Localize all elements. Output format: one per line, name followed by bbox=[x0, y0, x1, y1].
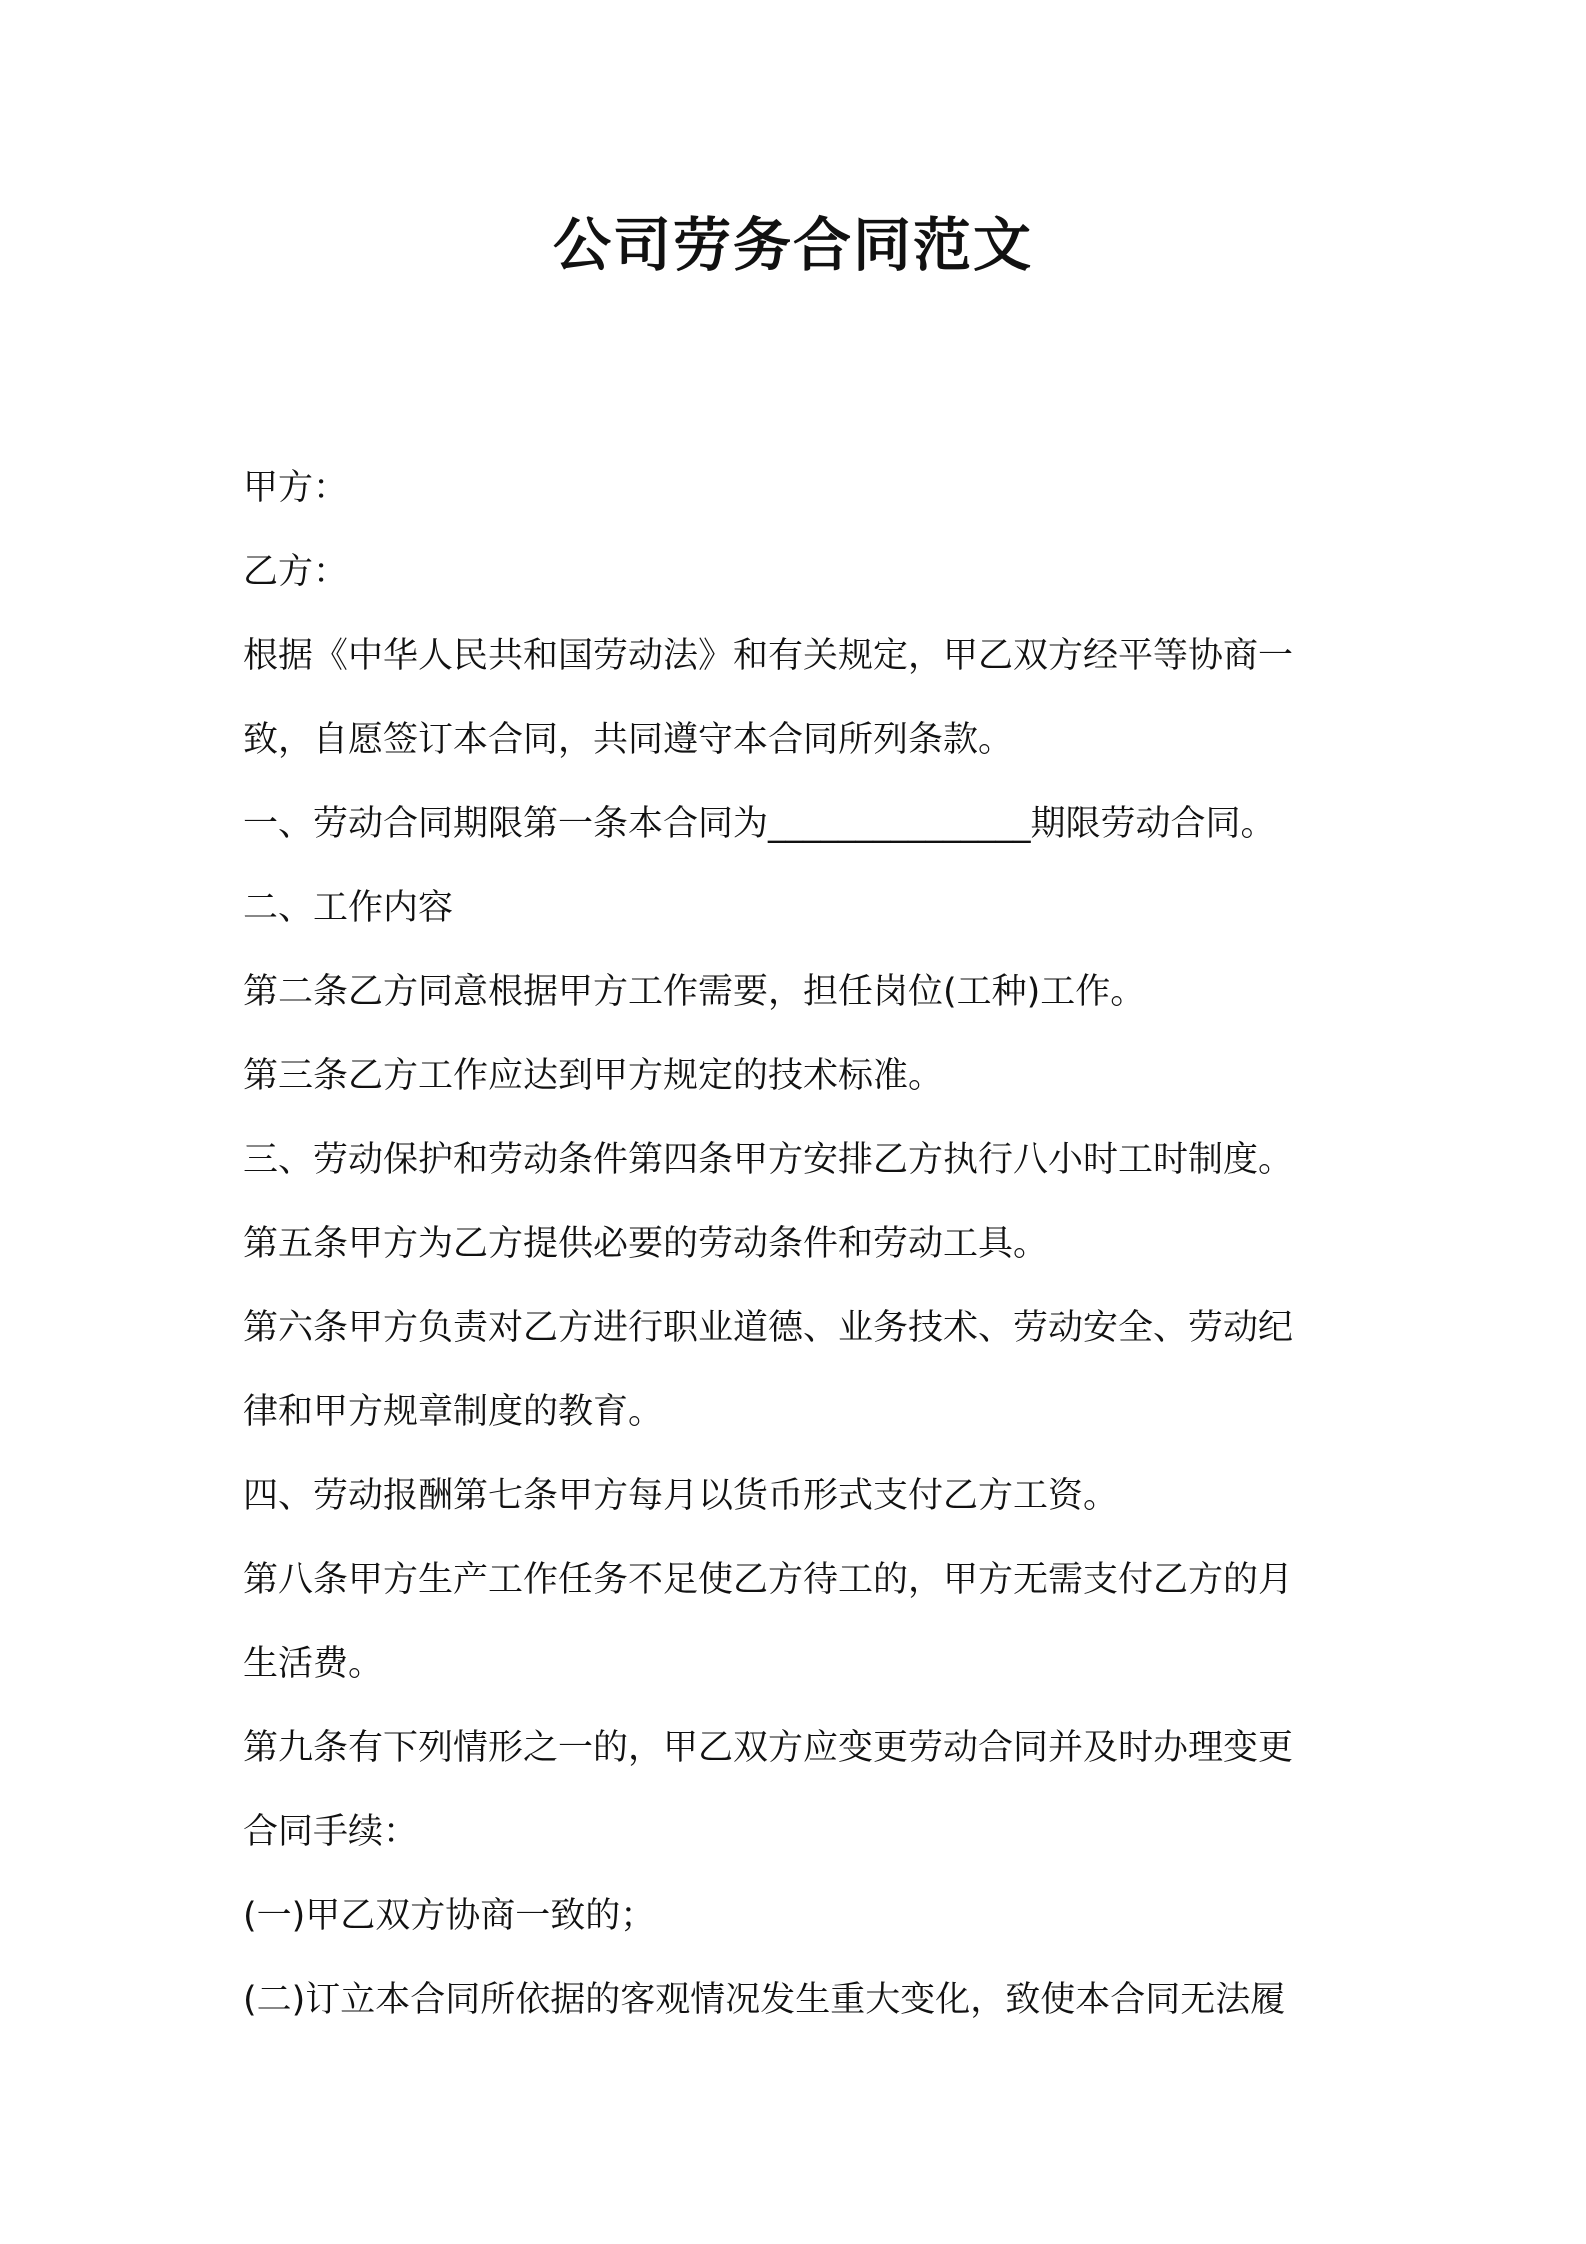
party-a-line: 甲方： bbox=[243, 468, 349, 508]
article-3: 第三条乙方工作应达到甲方规定的技术标准。 bbox=[243, 1056, 944, 1096]
party-b-line: 乙方： bbox=[243, 552, 349, 592]
preamble-line-1: 根据《中华人民共和国劳动法》和有关规定，甲乙双方经平等协商一 bbox=[243, 636, 1294, 676]
document-body bbox=[243, 446, 1363, 2042]
article-9-item-2: (二)订立本合同所依据的客观情况发生重大变化，致使本合同无法履 bbox=[243, 1980, 1286, 2020]
section-3-article-4: 三、劳动保护和劳动条件第四条甲方安排乙方执行八小时工时制度。 bbox=[243, 1140, 1294, 1180]
article-5: 第五条甲方为乙方提供必要的劳动条件和劳动工具。 bbox=[243, 1224, 1049, 1264]
section-4-article-7: 四、劳动报酬第七条甲方每月以货币形式支付乙方工资。 bbox=[243, 1476, 1119, 1516]
section-2-heading: 二、工作内容 bbox=[243, 888, 454, 928]
preamble-line-2: 致，自愿签订本合同，共同遵守本合同所列条款。 bbox=[243, 720, 1014, 760]
article-6-line-1: 第六条甲方负责对乙方进行职业道德、业务技术、劳动安全、劳动纪 bbox=[243, 1308, 1294, 1348]
article-6-line-2: 律和甲方规章制度的教育。 bbox=[243, 1392, 664, 1432]
article-9-item-1: (一)甲乙双方协商一致的； bbox=[243, 1896, 656, 1936]
section-1-term: 一、劳动合同期限第一条本合同为_______________期限劳动合同。 bbox=[243, 804, 1276, 844]
article-9-line-2: 合同手续： bbox=[243, 1812, 419, 1852]
article-9-line-1: 第九条有下列情形之一的，甲乙双方应变更劳动合同并及时办理变更 bbox=[243, 1728, 1294, 1768]
article-8-line-1: 第八条甲方生产工作任务不足使乙方待工的，甲方无需支付乙方的月 bbox=[243, 1560, 1294, 1600]
article-2: 第二条乙方同意根据甲方工作需要，担任岗位(工种)工作。 bbox=[243, 972, 1146, 1012]
article-8-line-2: 生活费。 bbox=[243, 1644, 384, 1684]
document-title: 公司劳务合同范文 bbox=[552, 211, 1033, 279]
